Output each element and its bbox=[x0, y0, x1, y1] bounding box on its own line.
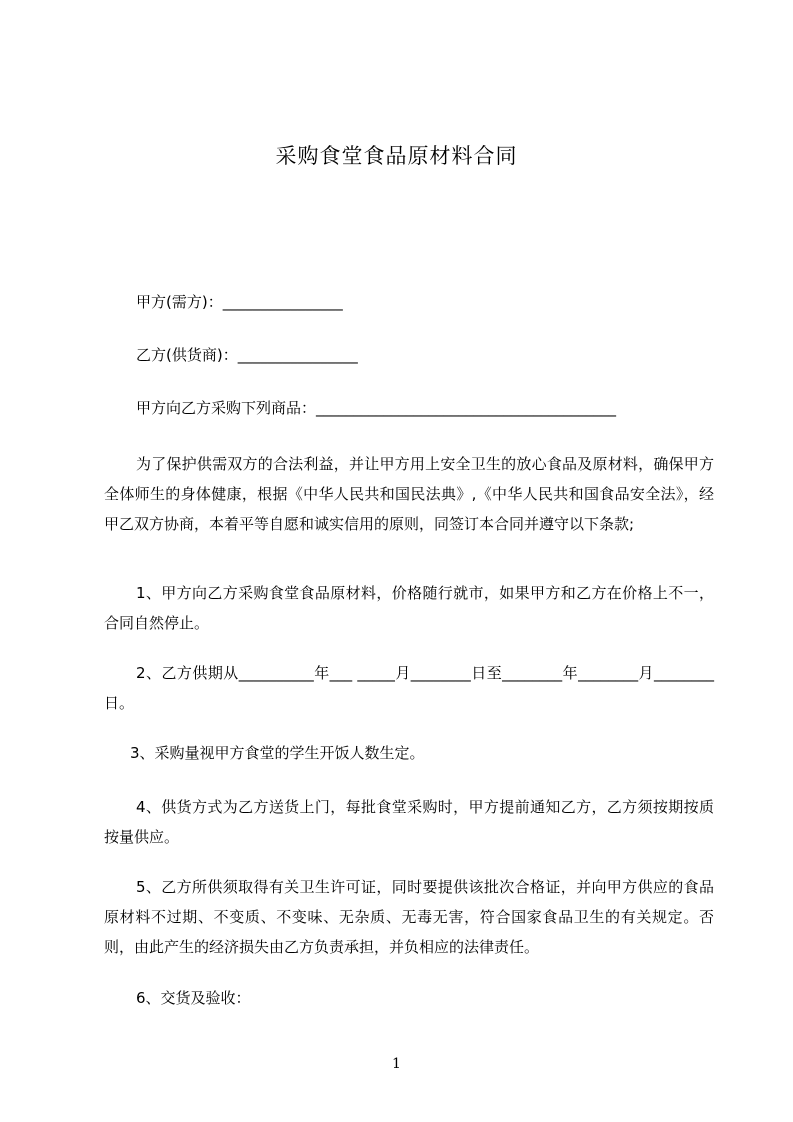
clause-4: 4、供货方式为乙方送货上门，每批食堂采购时，甲方提前通知乙方，乙方须按期按质按量供应。 bbox=[104, 798, 714, 846]
clause-1: 1、甲方向乙方采购食堂食品原材料，价格随行就市，如果甲方和乙方在价格上不一，合同自然停止。 bbox=[104, 584, 714, 632]
party-a-line: 甲方(需方)：________________ bbox=[136, 293, 343, 311]
party-b-line: 乙方(供货商)：________________ bbox=[136, 346, 358, 364]
document-title: 采购食堂食品原材料合同 bbox=[275, 144, 518, 168]
clause-5: 5、乙方所供须取得有关卫生许可证，同时要提供该批次合格证，并向甲方供应的食品原材料不过期、不变质、不变味、无杂质、无毒无害，符合国家食品卫生的有关规定。否则，由此产生的经济损失由乙方负责承担，并负相应的法律责任。 bbox=[104, 878, 714, 956]
clause-6: 6、交货及验收： bbox=[136, 989, 251, 1007]
preamble-paragraph: 为了保护供需双方的合法利益，并让甲方用上安全卫生的放心食品及原材料，确保甲方全体师生的身体健康，根据《中华人民共和国民法典》,《中华人民共和国食品安全法》，经甲乙双方协商，本着平等自愿和诚实信用的原则，同签订本合同并遵守以下条款; bbox=[104, 455, 714, 533]
page-number: 1 bbox=[392, 1056, 401, 1072]
clause-3: 3、采购量视甲方食堂的学生开饭人数生定。 bbox=[130, 744, 425, 762]
clause-2: 2、乙方供期从__________年___ _____月________日至________年________月________日。 bbox=[104, 664, 714, 712]
goods-line: 甲方向乙方采购下列商品：________________________________________ bbox=[136, 399, 617, 417]
